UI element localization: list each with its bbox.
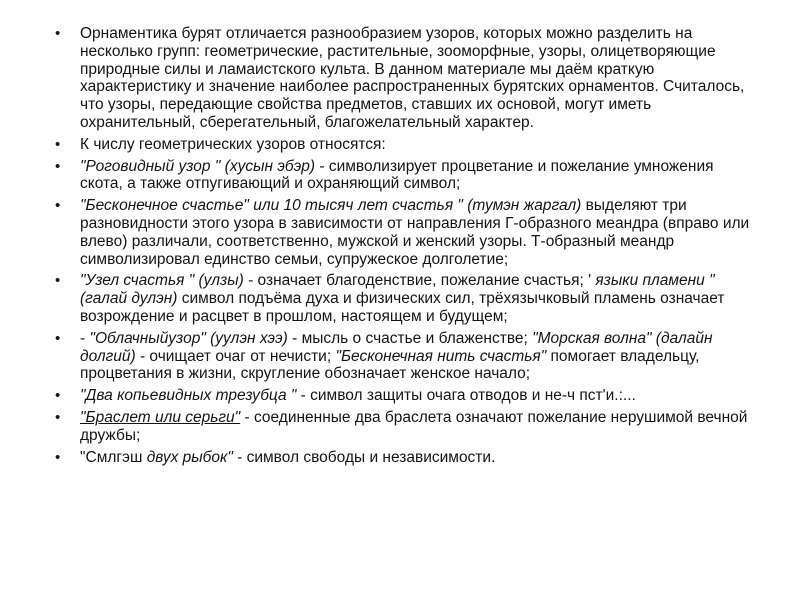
bullet-text-segment: - мысль о счастье и блаженстве; [287,329,533,347]
bullet-item [50,136,750,154]
bullet-dot-icon: • [55,448,61,466]
bullet-dot-icon: • [55,197,61,215]
bullet-item [50,25,750,132]
bullet-text-segment: "Облачныйузор" (уулэн хээ) [89,329,288,347]
bullet-item [50,449,750,467]
bullet-list [50,25,750,470]
bullet-text-segment: Орнаментика бурят отличается разнообразием узоров, которых можно разделить на несколько групп: геометрические, растительные, зооморфные, узоры, олицетворяющие природные силы и ламаистского культа. В данном материале мы даём краткую характеристику и значение наиболее распространенных бурятских орнаментов. Считалось, что узоры, передающие свойства предметов, ставших их основой, могут иметь охранительный, сберегательный, благожелательный характер. [80,25,745,131]
bullet-dot-icon: • [55,272,61,290]
bullet-text-segment: - символизирует процветание и пожелание умножения скота, а также отпугивающий и охраняющий символ; [80,157,714,193]
bullet-text-segment: - соединенные два браслета означают пожелание нерушимой вечной дружбы; [80,408,748,444]
bullet-text-segment: языки пламени " (галай дулэн) [80,272,715,308]
bullet-text-segment: - символ защиты очага отводов и не-ч пст'и.:... [296,387,636,405]
bullet-text-segment: - [80,329,90,347]
bullet-text-segment: помогает владельцу, процветания в жизни, скругление обозначает женское начало; [80,347,700,383]
bullet-item [50,158,750,194]
bullet-text-segment: "Узел счастья " (улзы) [80,272,244,290]
bullet-text-segment: выделяют три разновидности этого узора в зависимости от направления Г-образного меандра (вправо или влево) различали, соответственно, мужской и женский узоры. Т-образный меандр символизировал единство семьи, супружеское долголетие; [80,197,750,268]
bullet-text-segment: "Морская волна" (далайн долгий) [80,329,713,365]
bullet-item [50,387,750,405]
bullet-text-segment: "Смлгэш [80,448,147,466]
bullet-text-segment: двух рыбок" [146,448,233,466]
bullet-item [50,272,750,325]
bullet-text-segment: символ подъёма духа и физических сил, трёхязычковый пламень означает возрождение и расцвет в прошлом, настоящем и будущем; [80,290,725,325]
bullet-item [50,409,750,445]
bullet-dot-icon: • [55,408,61,426]
bullet-item [50,197,750,268]
bullet-text-segment: - означает благоденствие, пожелание счастья; ' [243,272,596,290]
bullet-text-segment: "Бесконечная нить счастья" [335,347,547,365]
bullet-text-segment: "Два копьевидных трезубца " [80,387,297,405]
bullet-text-segment: "Роговидный узор " (хусын эбэр) [80,157,316,175]
bullet-item [50,330,750,383]
bullet-text-segment: "Бесконечное счастье" или 10 тысяч лет счастья " (тумэн жаргал) [80,197,582,215]
bullet-dot-icon: • [55,25,61,42]
bullet-text-segment: "Браслет или серьги" [80,408,241,426]
bullet-dot-icon: • [55,135,61,153]
bullet-text-segment: - символ свободы и независимости. [232,448,496,466]
bullet-dot-icon: • [55,329,61,347]
bullet-dot-icon: • [55,157,61,175]
bullet-dot-icon: • [55,387,61,405]
bullet-text-segment: К числу геометрических узоров относятся: [80,135,386,153]
bullet-text-segment: - очищает очаг от нечисти; [135,347,336,365]
